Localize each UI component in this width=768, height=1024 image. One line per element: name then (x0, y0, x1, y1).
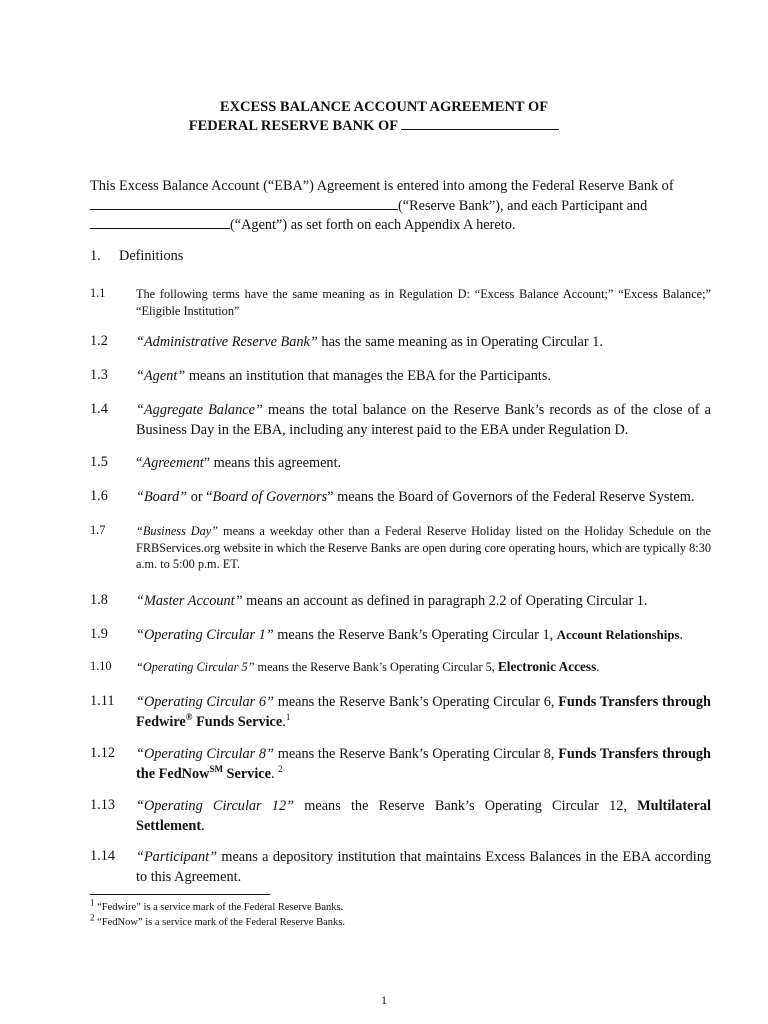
defined-term: “Business Day” (136, 524, 219, 538)
footnote-ref: 2 (278, 763, 283, 774)
footnote-divider (90, 894, 270, 895)
item-number: 1.3 (90, 367, 108, 383)
defined-term: “Operating Circular 5” (136, 660, 255, 674)
item-number: 1.10 (90, 659, 112, 673)
item-number: 1.13 (90, 797, 116, 813)
item-text (136, 848, 711, 887)
item-body: means the Reserve Bank’s Operating Circular 8, (273, 746, 559, 762)
defined-term: “Operating Circular 1” (136, 627, 274, 643)
item-body: means a depository institution that maintains Excess Balances in the EBA according to this Agreement. (136, 849, 711, 885)
item-text (136, 454, 711, 474)
intro-text-3: (“Agent”) as set forth on each Appendix A hereto. (230, 217, 516, 233)
item-body: means the Reserve Bank’s Operating Circular 1, (273, 627, 557, 643)
service-mark: SM (209, 763, 223, 774)
item-number: 1.12 (90, 745, 116, 761)
footnote-mark: 2 (90, 912, 95, 923)
item-text (136, 523, 711, 573)
title-line-2-text: FEDERAL RESERVE BANK OF (188, 118, 398, 134)
item-text (136, 659, 711, 676)
circular-title-part: Funds Transfers through the FedNow (136, 746, 712, 782)
footnote-2 (90, 912, 345, 928)
defined-term: “Participant” (136, 849, 218, 865)
item-end: . (679, 627, 684, 643)
item-number: 1.6 (90, 488, 108, 504)
item-text (136, 797, 711, 836)
circular-title-part: Service (222, 765, 271, 782)
page-number: 1 (381, 993, 387, 1007)
item-text (136, 367, 711, 387)
agent-blank (90, 228, 230, 229)
section-number: 1. (90, 248, 101, 264)
item-end: . (596, 660, 600, 674)
item-body: means the total balance on the Reserve Bank’s records as of the close of a Business Day in the EBA, including any interest paid to the EBA under Regulation D. (136, 402, 711, 438)
item-text (136, 693, 711, 732)
registered-mark: ® (185, 711, 193, 722)
item-text (136, 333, 711, 353)
item-text: The following terms have the same meaning as in Regulation D: “Excess Balance Account;” “Excess Balance;” “Eligible Institution” (136, 287, 711, 318)
footnote-mark: 1 (90, 897, 95, 908)
footnote-text: “Fedwire” is a service mark of the Federal Reserve Banks. (94, 902, 344, 913)
circular-title: Electronic Access (497, 659, 597, 674)
defined-term: “Operating Circular 12” (136, 798, 295, 814)
item-text (136, 592, 711, 612)
item-number: 1.14 (90, 848, 116, 864)
reserve-bank-blank (90, 209, 398, 210)
item-text (136, 745, 711, 784)
item-end: . (282, 713, 286, 730)
circular-title: Multilateral Settlement (136, 798, 711, 834)
item-end: . (271, 765, 279, 782)
item-text (136, 488, 711, 508)
reserve-bank-name-blank (401, 129, 559, 130)
intro-text-1: This Excess Balance Account (“EBA”) Agreement is entered into among the Federal Reserve Bank of (90, 178, 674, 194)
section-title: Definitions (119, 248, 184, 264)
defined-term: Agreement (142, 455, 204, 471)
item-body: ” means the Board of Governors of the Federal Reserve System. (327, 489, 695, 505)
item-body: ” means this agreement. (203, 455, 342, 471)
title-line-1: EXCESS BALANCE ACCOUNT AGREEMENT OF (219, 99, 549, 115)
item-number: 1.1 (90, 286, 106, 300)
item-body: means an institution that manages the EBA for the Participants. (185, 368, 551, 384)
defined-term: “Operating Circular 6” (136, 694, 274, 710)
item-number: 1.8 (90, 592, 108, 608)
title-line-2 (0, 118, 758, 135)
item-number: 1.11 (90, 693, 115, 709)
item-number: 1.2 (90, 333, 108, 349)
footnote-ref: 1 (285, 711, 291, 722)
item-body: means the Reserve Bank’s Operating Circular 6, (273, 694, 559, 710)
item-number: 1.5 (90, 454, 108, 470)
footnote-text: “FedNow” is a service mark of the Federal Reserve Banks. (94, 917, 345, 928)
circular-title: Account Relationships (556, 628, 680, 642)
footnote-1 (90, 897, 344, 913)
item-number: 1.7 (90, 523, 106, 537)
circular-title-part: Funds Service (192, 713, 283, 730)
circular-title-part: Funds Transfers through Fedwire (136, 694, 712, 730)
item-connector: or “ (187, 489, 213, 505)
item-end: . (201, 817, 205, 834)
item-body: means a weekday other than a Federal Reserve Holiday listed on the Holiday Schedule on the FRBServices.org website in which the Reserve Banks are open during core operating hours, which are typically 8:30 a.m. to 5:00 p.m. ET. (136, 524, 711, 571)
item-body: means the Reserve Bank’s Operating Circular 12, (294, 798, 638, 814)
section-heading (90, 248, 183, 265)
defined-term: Board of Governors (212, 489, 328, 505)
defined-term: “Aggregate Balance” (136, 402, 263, 418)
item-text (136, 626, 711, 646)
defined-term: “Board” (136, 489, 188, 505)
item-body: has the same meaning as in Operating Circular 1. (317, 334, 603, 350)
defined-term: “Administrative Reserve Bank” (136, 334, 318, 350)
item-number: 1.4 (90, 401, 108, 417)
item-body: means the Reserve Bank’s Operating Circular 5, (254, 660, 498, 674)
quote-open: “ (136, 455, 143, 471)
item-number: 1.9 (90, 626, 108, 642)
defined-term: “Operating Circular 8” (136, 746, 274, 762)
item-text (136, 401, 711, 440)
intro-text-2: (“Reserve Bank”), and each Participant and (398, 197, 648, 214)
defined-term: “Master Account” (136, 593, 243, 609)
defined-term: “Agent” (136, 368, 186, 384)
intro-paragraph (90, 177, 715, 236)
item-body: means an account as defined in paragraph 2.2 of Operating Circular 1. (242, 593, 648, 609)
